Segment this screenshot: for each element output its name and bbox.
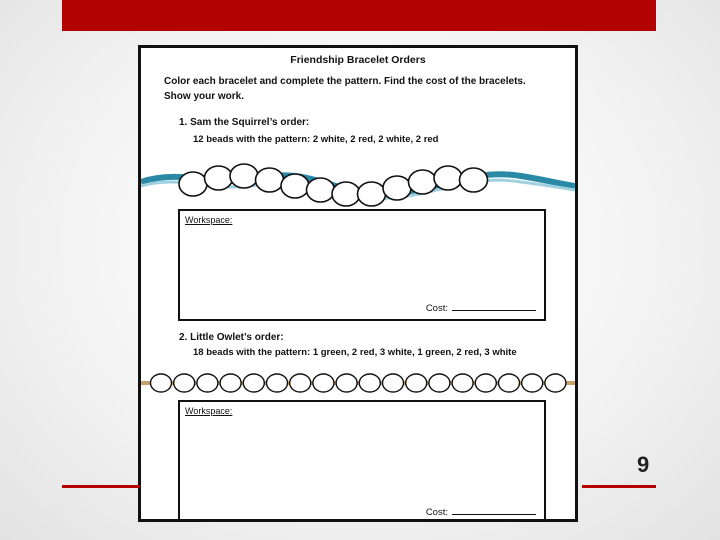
bead[interactable] (220, 374, 241, 392)
cost-answer-line-1[interactable] (452, 301, 536, 311)
workspace-box-1[interactable] (178, 209, 546, 321)
worksheet-title: Friendship Bracelet Orders (290, 54, 426, 66)
bead[interactable] (332, 182, 360, 206)
footer-line-right (582, 485, 656, 488)
bead[interactable] (205, 166, 233, 190)
bead[interactable] (230, 164, 258, 188)
bead[interactable] (358, 182, 386, 206)
bead[interactable] (256, 168, 284, 192)
bead[interactable] (545, 374, 566, 392)
footer-line-left (62, 485, 140, 488)
cost-label-2: Cost: (425, 507, 448, 518)
bead[interactable] (179, 172, 207, 196)
top-accent-bar (62, 0, 656, 31)
cost-field-1[interactable] (426, 301, 536, 314)
workspace-label-1: Workspace: (185, 215, 233, 225)
bracelet-2 (141, 368, 575, 398)
bracelet-1 (141, 158, 575, 208)
bead[interactable] (475, 374, 496, 392)
bead[interactable] (267, 374, 288, 392)
bead[interactable] (313, 374, 334, 392)
cost-answer-line-2[interactable] (452, 505, 536, 515)
bead[interactable] (359, 374, 380, 392)
question-2-heading: 2. Little Owlet’s order: (179, 332, 284, 343)
bead[interactable] (307, 178, 335, 202)
bead[interactable] (452, 374, 473, 392)
bead[interactable] (281, 174, 309, 198)
instructions: Color each bracelet and complete the pattern. Find the cost of the bracelets. Show your work. (164, 76, 526, 102)
worksheet-page (138, 45, 578, 522)
bead[interactable] (429, 374, 450, 392)
bead[interactable] (151, 374, 172, 392)
bead[interactable] (383, 374, 404, 392)
bead[interactable] (406, 374, 427, 392)
bead[interactable] (434, 166, 462, 190)
bead[interactable] (197, 374, 218, 392)
workspace-label-2: Workspace: (185, 406, 233, 416)
cost-label-1: Cost: (425, 303, 448, 314)
workspace-box-2[interactable] (178, 400, 546, 522)
slide-number: 9 (637, 452, 650, 477)
bead[interactable] (522, 374, 543, 392)
bead[interactable] (383, 176, 411, 200)
question-1-heading: 1. Sam the Squirrel’s order: (179, 117, 310, 128)
bead[interactable] (409, 170, 437, 194)
question-1-detail: 12 beads with the pattern: 2 white, 2 red, 2 white, 2 red (193, 134, 439, 145)
bead[interactable] (290, 374, 311, 392)
question-2-detail: 18 beads with the pattern: 1 green, 2 red, 3 white, 1 green, 2 red, 3 white (193, 347, 517, 358)
bead[interactable] (243, 374, 264, 392)
bead[interactable] (499, 374, 520, 392)
bead[interactable] (174, 374, 195, 392)
bead[interactable] (336, 374, 357, 392)
bead[interactable] (460, 168, 488, 192)
cost-field-2[interactable] (426, 505, 536, 518)
